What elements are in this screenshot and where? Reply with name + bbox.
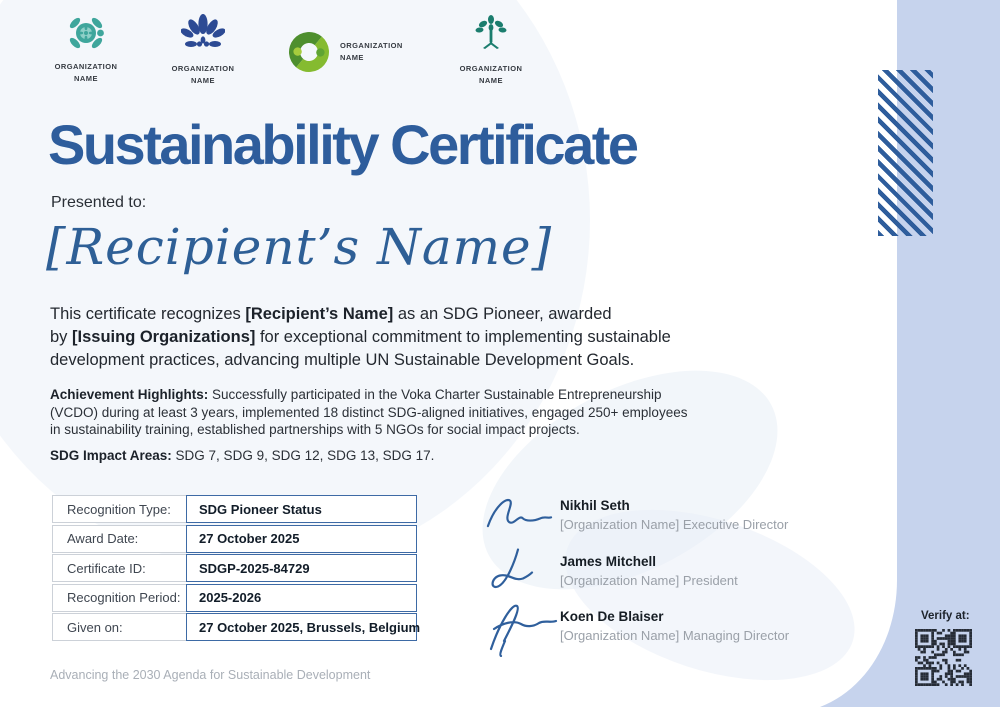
signature-block-1 xyxy=(485,490,788,541)
achievement-highlights xyxy=(50,386,690,439)
table-row xyxy=(52,584,417,612)
achievement-label: Achievement Highlights: xyxy=(50,387,209,402)
detail-value: SDG Pioneer Status xyxy=(186,495,417,523)
signatory-role: [Organization Name] Managing Director xyxy=(560,628,790,643)
sdg-impact-areas xyxy=(50,447,690,465)
sdg-impact-label: SDG Impact Areas: xyxy=(50,448,172,463)
body-text: by xyxy=(50,328,73,346)
organization-logo-2 xyxy=(163,13,243,86)
detail-label: Given on: xyxy=(52,613,186,641)
detail-label: Award Date: xyxy=(52,525,186,553)
organization-logo-1 xyxy=(48,15,124,84)
turtle-icon xyxy=(67,15,105,51)
verify-at-label: Verify at: xyxy=(921,610,970,622)
table-row xyxy=(52,554,417,582)
organization-name-label: ORGANIZATION NAME xyxy=(54,62,118,83)
tree-icon xyxy=(473,15,509,53)
signatory-name: Koen De Blaiser xyxy=(560,609,664,624)
leaves-icon xyxy=(181,13,225,53)
signature-icon xyxy=(485,490,553,536)
detail-value: 27 October 2025 xyxy=(186,525,417,553)
table-row xyxy=(52,613,421,641)
body-text: This certificate recognizes xyxy=(50,305,246,323)
organization-name-label: ORGANIZATION NAME xyxy=(340,41,403,62)
diagonal-stripes-decoration xyxy=(878,70,933,236)
organization-logo-3 xyxy=(287,30,457,74)
organization-name-label: ORGANIZATION NAME xyxy=(459,64,523,85)
issuer-placeholder: [Issuing Organizations] xyxy=(72,328,256,346)
signature-icon xyxy=(485,546,545,592)
achievement-text: Successfully participated in the Voka Charter Sustainable Entrepreneurship (VCDO) during at least 3 years, implemented 18 distinct SDG-aligned initiatives, engaged 250+ employees in sustainability training, established partnerships with 5 NGOs for social impact projects. xyxy=(50,387,688,437)
qr-code xyxy=(915,629,972,686)
detail-label: Certificate ID: xyxy=(52,554,186,582)
detail-value: 27 October 2025, Brussels, Belgium xyxy=(186,613,417,641)
certificate-details-table xyxy=(52,495,421,643)
signatory-role: [Organization Name] President xyxy=(560,573,738,588)
recipient-placeholder: [Recipient’s Name] xyxy=(245,305,394,323)
table-row xyxy=(52,495,417,523)
certificate-body-text xyxy=(50,303,705,372)
signature-block-3 xyxy=(485,601,789,662)
organization-name-label: ORGANIZATION NAME xyxy=(171,64,235,85)
body-text: as an SDG Pioneer, awarded xyxy=(393,305,612,323)
detail-label: Recognition Type: xyxy=(52,495,186,523)
green-loop-icon xyxy=(287,30,331,74)
sdg-impact-text: SDG 7, SDG 9, SDG 12, SDG 13, SDG 17. xyxy=(171,448,435,463)
detail-value: SDGP-2025-84729 xyxy=(186,554,417,582)
table-row xyxy=(52,525,417,553)
signatory-role: [Organization Name] Executive Director xyxy=(560,517,789,532)
footer-tagline: Advancing the 2030 Agenda for Sustainable Development xyxy=(50,668,371,682)
organization-logo-4 xyxy=(452,15,530,86)
signatory-name: Nikhil Seth xyxy=(560,498,630,513)
signature-block-2 xyxy=(485,546,738,597)
signatory-name: James Mitchell xyxy=(560,554,657,569)
detail-label: Recognition Period: xyxy=(52,584,186,612)
recipient-name: [Recipient’s Name] xyxy=(46,218,553,276)
certificate-title: Sustainability Certificate xyxy=(48,113,637,176)
presented-to-label: Presented to: xyxy=(51,194,147,211)
detail-value: 2025-2026 xyxy=(186,584,417,612)
body-text: for exceptional commitment to implementing sustainable development practices, advancing multiple UN Sustainable Development Goals. xyxy=(50,328,671,369)
signature-icon xyxy=(485,601,560,657)
